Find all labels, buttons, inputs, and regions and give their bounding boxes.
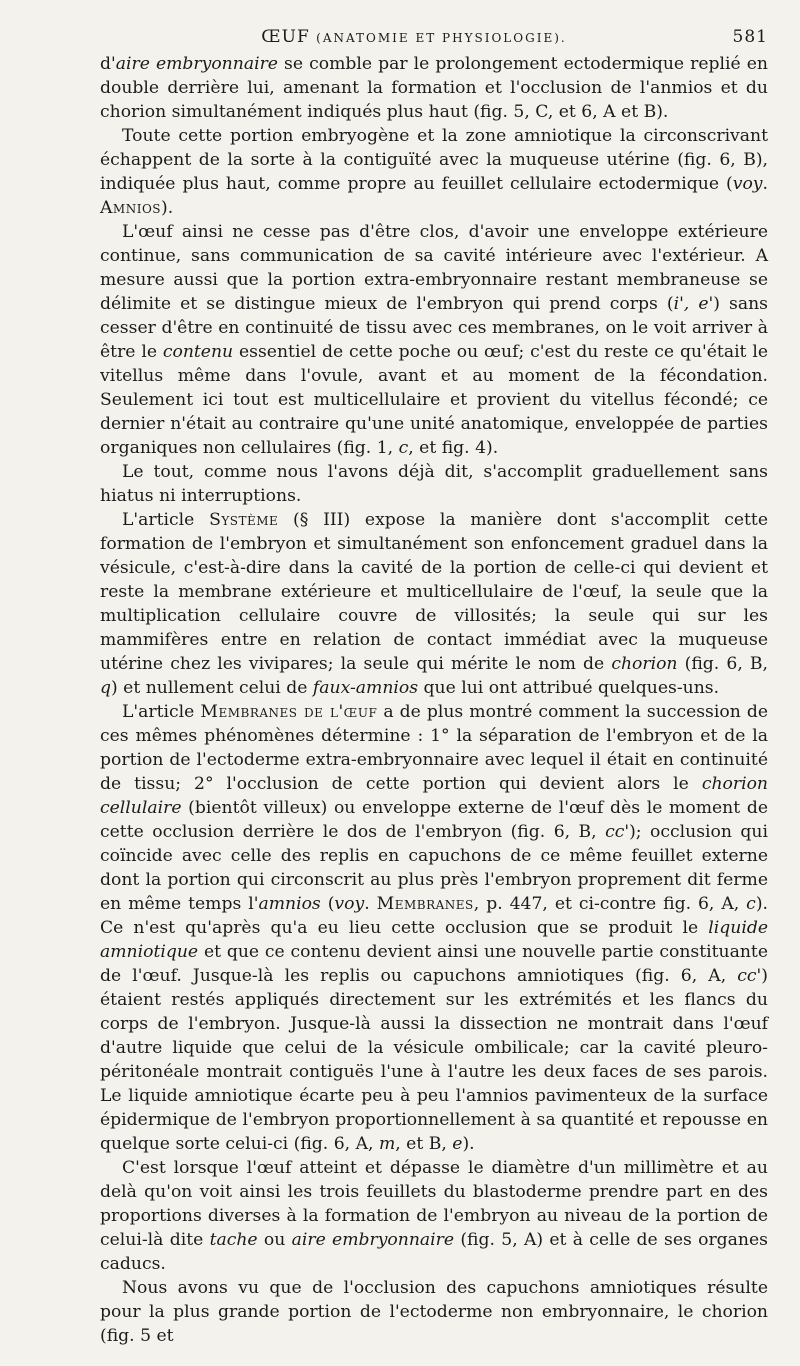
italic-text: i', e' xyxy=(673,294,714,314)
text-run: . xyxy=(364,894,377,914)
text-run: Le tout, comme nous l'avons déjà dit, s'accomplit graduellement sans hiatus ni interruptions. xyxy=(100,462,768,506)
text-run: essentiel de cette poche ou œuf; c'est du reste ce qu'était le vitellus même dans l'ovule, avant et au moment de la fécondation. Seulement ici tout est multicellulaire et provient du vitellus fécondé; ce dernier n'était au contraire qu'une unité anatomique, enveloppée de parties organiques non cellulaires (fig. 1, xyxy=(100,342,768,458)
italic-text: c xyxy=(398,438,409,458)
text-run: d' xyxy=(100,54,116,74)
small-caps-text: Membranes xyxy=(376,894,474,914)
italic-text: chorion xyxy=(611,654,678,674)
text-run: (fig. 6, B, xyxy=(677,654,768,674)
italic-text: m xyxy=(378,1134,396,1154)
italic-text: e xyxy=(452,1134,463,1154)
paragraph xyxy=(100,124,768,220)
italic-text: faux-amnios xyxy=(312,678,419,698)
text-run: , p. 447, et ci-contre fig. 6, A, xyxy=(473,894,747,914)
text-run: Toute cette portion embryogène et la zone amniotique la circonscrivant échappent de la sorte à la contiguïté avec la muqueuse utérine (fig. 6, B), indiquée plus haut, comme propre au feuillet cellulaire ectodermique ( xyxy=(100,126,768,194)
text-run: a de plus montré comment la succession de ces mêmes phénomènes détermine : 1° la séparation de l'embryon et de la portion de l'ectoderme extra-embryonnaire avec lequel il était en continuité de tissu; 2° l'occlusion de cette portion qui devient alors le xyxy=(100,702,769,794)
text-run: C'est lorsque l'œuf atteint et dépasse le diamètre d'un millimètre et au delà qu'on voit ainsi les trois feuillets du blastoderme prendre part en des proportions diverses à la formation de l'embryon au niveau de la portion de celui-là dite xyxy=(100,1158,768,1250)
text-run: , et fig. 4). xyxy=(408,438,499,458)
italic-text: cc' xyxy=(605,822,630,842)
small-caps-text: Système xyxy=(209,510,279,530)
header-title xyxy=(100,22,768,53)
text-run: Nous avons vu que de l'occlusion des capuchons amniotiques résulte pour la plus grande portion de l'ectoderme non embryonnaire, le chorion (fig. 5 et xyxy=(100,1278,768,1346)
italic-text: tache xyxy=(209,1230,258,1250)
italic-text: c xyxy=(746,894,756,914)
italic-text: contenu xyxy=(162,342,234,362)
paragraph xyxy=(100,220,768,460)
text-run: ) et nullement celui de xyxy=(111,678,313,698)
text-run: se comble par le prolongement ectodermique replié en double derrière lui, amenant la formation et l'occlusion de l'anmios et du chorion simultanément indiqués plus haut (fig. 5, C, et 6, A et B). xyxy=(100,54,768,122)
header-title-sub: (ANATOMIE ET PHYSIOLOGIE). xyxy=(316,31,567,45)
text-run: et que ce contenu devient ainsi une nouvelle partie constituante de l'œuf. Jusque-là les replis ou capuchons amniotiques (fig. 6, A, xyxy=(100,942,768,986)
text-run: ) sans cesser d'être en continuité de tissu avec ces membranes, on le voit arriver à être le xyxy=(100,294,768,362)
italic-text: voy xyxy=(334,894,365,914)
text-run: ). xyxy=(462,1134,475,1154)
paragraph xyxy=(100,1276,768,1348)
small-caps-text: Membranes de l'œuf xyxy=(200,702,378,722)
paragraph xyxy=(100,52,768,124)
text-run: ( xyxy=(320,894,335,914)
text-run: (bientôt villeux) ou enveloppe externe de l'œuf dès le moment de cette occlusion derrière le dos de l'embryon (fig. 6, B, xyxy=(100,798,768,842)
italic-text: aire embryonnaire xyxy=(115,54,278,74)
text-run: L'œuf ainsi ne cesse pas d'être clos, d'avoir une enveloppe extérieure continue, sans communication de sa cavité intérieure avec l'extérieur. A mesure aussi que la portion extra-embryonnaire restant membraneuse se délimite et se distingue mieux de l'embryon qui prend corps ( xyxy=(100,222,768,314)
paragraph xyxy=(100,1156,768,1276)
page-number: 581 xyxy=(732,27,768,47)
italic-text: cc' xyxy=(737,966,762,986)
text-run: . xyxy=(762,174,768,194)
body-text xyxy=(100,52,768,1348)
running-header xyxy=(100,22,768,52)
paragraph xyxy=(100,460,768,508)
italic-text: q xyxy=(100,678,112,698)
text-run: ). xyxy=(161,198,174,218)
header-title-main: ŒUF xyxy=(261,27,310,47)
italic-text: chorion cellulaire xyxy=(100,774,768,818)
text-run: ); occlusion qui coïncide avec celle des replis en capuchons de ce même feuillet externe dont la portion qui circonscrit au plus près l'embryon proprement dit ferme en même temps l' xyxy=(100,822,768,914)
text-run: que lui ont attribué quelques-uns. xyxy=(418,678,720,698)
text-run: ). Ce n'est qu'après qu'a eu lieu cette occlusion que se produit le xyxy=(100,894,768,938)
text-run: ou xyxy=(257,1230,292,1250)
paragraph xyxy=(100,508,768,700)
italic-text: amnios xyxy=(258,894,321,914)
small-caps-text: Amnios xyxy=(100,198,161,218)
italic-text: voy xyxy=(732,174,763,194)
text-run: L'article xyxy=(122,702,201,722)
text-run: (§ III) expose la manière dont s'accomplit cette formation de l'embryon et simultanément son enfoncement graduel dans la vésicule, c'est-à-dire dans la cavité de la portion de celle-ci qui devient et reste la membrane extérieure et multicellulaire de l'œuf, la seule que la multiplication cellulaire couvre de villosités; la seule qui sur les mammifères entre en relation de contact immédiat avec la muqueuse utérine chez les vivipares; la seule qui mérite le nom de xyxy=(100,510,769,674)
text-run: ) étaient restés appliqués directement sur les extrémités et les flancs du corps de l'embryon. Jusque-là aussi la dissection ne montrait dans l'œuf d'autre liquide que celui de la vésicule ombilicale; car la cavité pleuro-péritonéale montrait contiguës l'une à l'autre les deux faces de ses parois. Le liquide amniotique écarte peu à peu l'amnios pavimenteux de la surface épidermique de l'embryon proportionnellement à sa quantité et repousse en quelque sorte celui-ci (fig. 6, A, xyxy=(100,966,768,1154)
paragraph xyxy=(100,700,768,1156)
text-run: L'article xyxy=(122,510,210,530)
text-run: , et B, xyxy=(395,1134,453,1154)
text-run: (fig. 5, A) et à celle de ses organes caducs. xyxy=(100,1230,768,1274)
italic-text: aire embryonnaire xyxy=(291,1230,455,1250)
italic-text: liquide amniotique xyxy=(100,918,768,962)
